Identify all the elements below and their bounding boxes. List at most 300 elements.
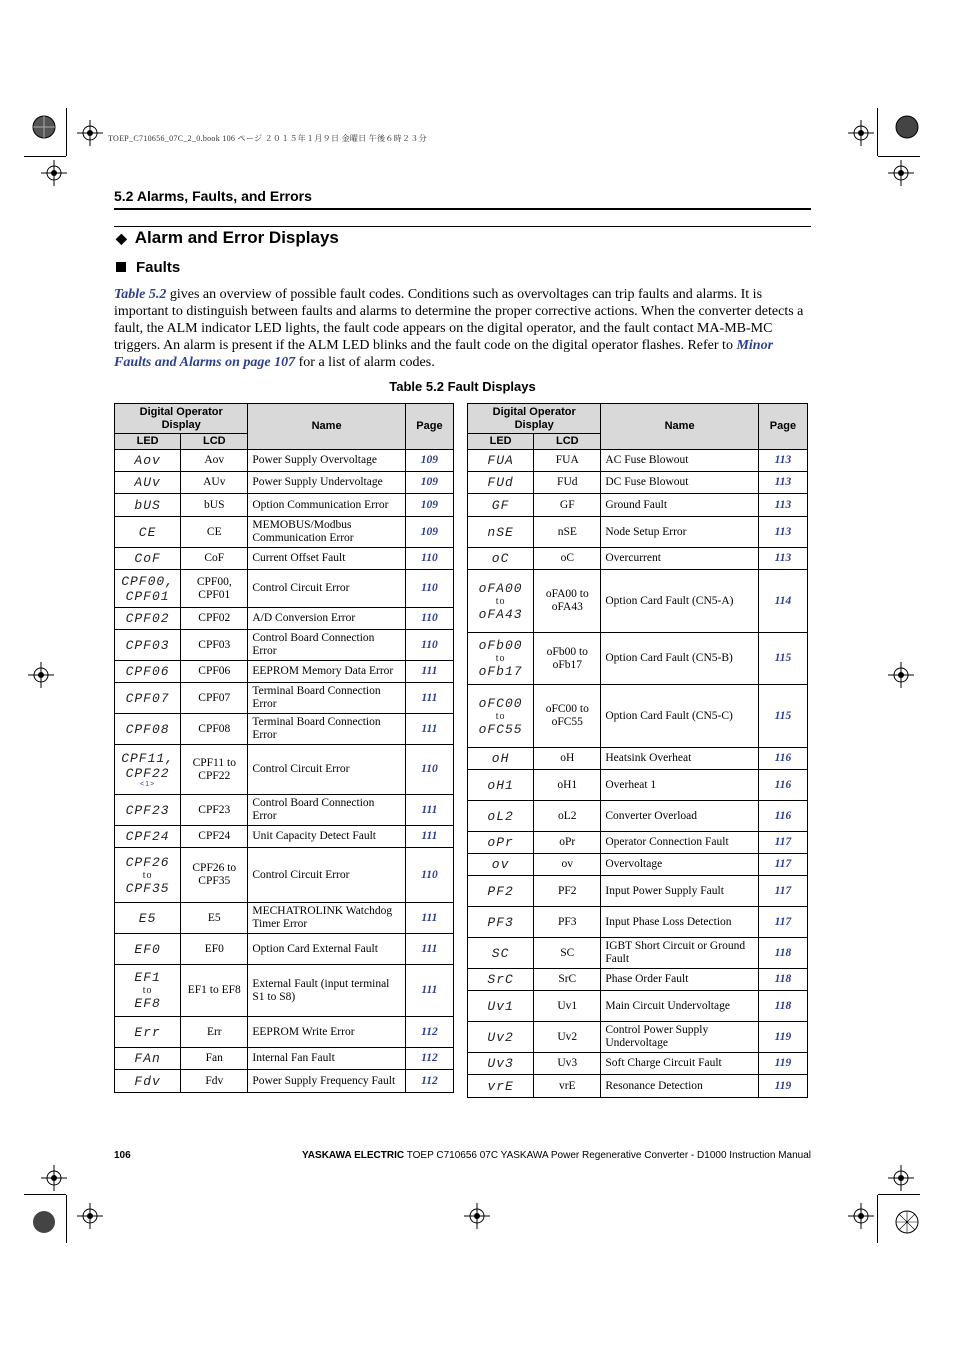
led-code-text: oPr (487, 835, 514, 850)
table-row (115, 517, 454, 548)
led-code-text: Uv3 (487, 1056, 514, 1071)
led-code (468, 570, 534, 633)
led-code (468, 685, 534, 748)
led-code-text: CPF06 (125, 664, 170, 679)
led-code-text: oFA43 (478, 606, 523, 622)
led-code (115, 661, 181, 683)
led-code-text: EF8 (134, 996, 161, 1011)
led-code-text: Uv1 (487, 998, 514, 1014)
section-header: 5.2 Alarms, Faults, and Errors (114, 188, 312, 204)
lcd-code: GF (534, 494, 601, 517)
led-code-text: oFb00 (478, 638, 523, 653)
page-link[interactable]: 111 (405, 683, 453, 714)
fault-name: Current Offset Fault (248, 548, 405, 570)
led-code-text: PF2 (487, 883, 514, 899)
crop-mark-top-left (24, 156, 66, 157)
led-code-text: vrE (487, 1078, 514, 1094)
table-row (468, 991, 808, 1022)
page-link[interactable]: 114 (758, 570, 807, 633)
fault-name: AC Fuse Blowout (601, 450, 758, 472)
registration-mark-icon (888, 1165, 914, 1191)
led-code (468, 801, 534, 832)
fault-name: Overvoltage (601, 854, 758, 876)
page-link[interactable]: 112 (405, 1048, 453, 1070)
table-row (115, 548, 454, 570)
led-code-text: EF1 (134, 970, 161, 985)
table-row (468, 633, 808, 685)
header-rule (114, 226, 811, 227)
fault-name: Power Supply Frequency Fault (248, 1070, 405, 1093)
led-code (115, 450, 181, 472)
lcd-code: oPr (534, 832, 601, 854)
led-code (468, 991, 534, 1022)
page-link[interactable]: 119 (758, 1053, 807, 1075)
lcd-code: oC (534, 548, 601, 570)
fault-name: EEPROM Write Error (248, 1017, 405, 1048)
page-link[interactable]: 112 (405, 1070, 453, 1093)
fault-name: MECHATROLINK Watchdog Timer Error (248, 903, 405, 934)
registration-mark-icon (894, 1209, 920, 1235)
page-header: Page (758, 404, 807, 450)
table-row (468, 472, 808, 494)
lcd-code: AUv (181, 472, 248, 494)
led-code-text: CPF00, CPF01 (121, 573, 174, 604)
page-link[interactable]: 113 (758, 548, 807, 570)
page-link[interactable]: 118 (758, 969, 807, 991)
led-code-text: CE (138, 524, 157, 540)
page-link[interactable]: 112 (405, 1017, 453, 1048)
led-code (115, 548, 181, 570)
lcd-code: CPF26 to CPF35 (181, 848, 248, 903)
led-code (468, 770, 534, 801)
page-link[interactable]: 110 (405, 848, 453, 903)
lcd-code: oFC00 to oFC55 (534, 685, 601, 748)
lcd-code: CPF24 (181, 826, 248, 848)
page-link[interactable]: 118 (758, 991, 807, 1022)
registration-mark-icon (31, 114, 57, 140)
page-number: 106 (114, 1150, 131, 1161)
lcd-code: EF0 (181, 934, 248, 965)
crop-mark-top-left (66, 108, 67, 156)
fault-name: Control Board Connection Error (248, 795, 405, 826)
fault-name: Control Circuit Error (248, 570, 405, 608)
led-code (115, 608, 181, 630)
heading-alarm-error-displays (116, 228, 339, 248)
lcd-code: oH1 (534, 770, 601, 801)
led-code (115, 903, 181, 934)
fault-name: Overcurrent (601, 548, 758, 570)
page-link[interactable]: 118 (758, 938, 807, 969)
page-link[interactable]: 111 (405, 903, 453, 934)
page-link[interactable]: 113 (758, 517, 807, 548)
lcd-code: oFA00 to oFA43 (534, 570, 601, 633)
fault-name: DC Fuse Blowout (601, 472, 758, 494)
page-link[interactable]: 109 (405, 472, 453, 494)
lcd-code: CPF08 (181, 714, 248, 745)
page-link[interactable]: 111 (405, 826, 453, 848)
footer-brand: YASKAWA ELECTRIC (302, 1150, 405, 1161)
led-code-text: SrC (487, 972, 514, 987)
led-code (468, 1075, 534, 1098)
lcd-header: LCD (534, 434, 601, 450)
page-link[interactable]: 110 (405, 570, 453, 608)
led-code-text: Uv2 (487, 1029, 514, 1045)
led-code (115, 1017, 181, 1048)
table-row (115, 1048, 454, 1070)
registration-mark-icon (848, 1203, 874, 1229)
lcd-code: E5 (181, 903, 248, 934)
square-bullet-icon (116, 262, 126, 272)
lcd-code: CPF07 (181, 683, 248, 714)
table-row (115, 630, 454, 661)
table-row (115, 450, 454, 472)
heading-text: Faults (136, 259, 181, 276)
fault-name: Converter Overload (601, 801, 758, 832)
registration-mark-icon (77, 120, 103, 146)
registration-mark-icon (41, 1165, 67, 1191)
page-link[interactable]: 119 (758, 1022, 807, 1053)
led-code (468, 494, 534, 517)
fault-name: Terminal Board Connection Error (248, 714, 405, 745)
led-code (468, 938, 534, 969)
led-code-text: ov (491, 857, 510, 872)
fault-name: Option Card Fault (CN5-A) (601, 570, 758, 633)
led-code-text: oFA00 (478, 580, 523, 596)
fault-name: Overheat 1 (601, 770, 758, 801)
page-link[interactable]: 117 (758, 876, 807, 907)
table-row (115, 826, 454, 848)
led-code (115, 472, 181, 494)
diamond-icon: ◆ (116, 230, 127, 246)
led-code (468, 748, 534, 770)
led-code (468, 517, 534, 548)
footer-text (302, 1150, 811, 1161)
lcd-code: FUd (534, 472, 601, 494)
crop-mark-bottom-right (878, 1194, 920, 1195)
page-link[interactable]: 116 (758, 801, 807, 832)
crop-mark-bottom-right (877, 1195, 878, 1243)
table-row (468, 748, 808, 770)
table-row (115, 795, 454, 826)
registration-mark-icon (41, 160, 67, 186)
led-code-text: E5 (138, 910, 157, 926)
led-code-text: CPF02 (125, 611, 170, 626)
lcd-code: SC (534, 938, 601, 969)
fault-name: EEPROM Memory Data Error (248, 661, 405, 683)
page-link[interactable]: 113 (758, 472, 807, 494)
led-code (115, 965, 181, 1017)
lcd-code: vrE (534, 1075, 601, 1098)
lcd-code: oH (534, 748, 601, 770)
led-code-text: bUS (134, 497, 161, 513)
fault-name: Resonance Detection (601, 1075, 758, 1098)
page-link[interactable]: 110 (405, 630, 453, 661)
page-link[interactable]: 116 (758, 748, 807, 770)
fault-name: External Fault (input terminal S1 to S8) (248, 965, 405, 1017)
table-row (115, 570, 454, 608)
table-row (468, 907, 808, 938)
page-link[interactable]: 111 (405, 661, 453, 683)
led-code-text: oH (491, 751, 510, 766)
table-row (468, 1075, 808, 1098)
heading-text: Alarm and Error Displays (134, 228, 339, 247)
led-code-text: oFC55 (478, 721, 523, 737)
page-link[interactable]: 111 (405, 714, 453, 745)
page-link[interactable]: 115 (758, 685, 807, 748)
led-code (115, 630, 181, 661)
led-code-text: PF3 (487, 914, 514, 930)
lcd-code: CPF00, CPF01 (181, 570, 248, 608)
table-row (468, 832, 808, 854)
page-link[interactable]: 110 (405, 548, 453, 570)
registration-mark-icon (848, 120, 874, 146)
led-code-text: CPF26 (125, 854, 170, 870)
led-code-text: CPF11, CPF22 (121, 750, 174, 781)
led-code-text: AUv (134, 475, 161, 490)
led-code-text: Fdv (134, 1073, 161, 1089)
paragraph-text: gives an overview of possible fault codes. Conditions such as overvoltages can trip faults and alarms. It is important to distinguish between faults and alarms to determine the proper corrective actions. When the converter detects a fault, the ALM indicator LED lights, the fault code appears on the digital operator, and the fault contact MA-MB-MC triggers. An alarm is present if the ALM LED blinks and the fault code on the digital operator flashes. Refer to (114, 287, 804, 353)
lcd-code: Fdv (181, 1070, 248, 1093)
fault-name: Option Card Fault (CN5-C) (601, 685, 758, 748)
fault-name: Control Circuit Error (248, 745, 405, 795)
table-row (468, 801, 808, 832)
led-code-text: Err (134, 1024, 161, 1040)
led-code (115, 826, 181, 848)
lcd-code: oFb00 to oFb17 (534, 633, 601, 685)
fault-name: Heatsink Overheat (601, 748, 758, 770)
table-link[interactable]: Table 5.2 (114, 287, 167, 302)
fault-name: Internal Fan Fault (248, 1048, 405, 1070)
fault-name: Terminal Board Connection Error (248, 683, 405, 714)
fault-table-right (467, 403, 808, 1098)
lcd-code: SrC (534, 969, 601, 991)
table-row (115, 608, 454, 630)
registration-mark-icon (28, 662, 54, 688)
led-code (468, 854, 534, 876)
table-row (115, 965, 454, 1017)
fault-name: MEMOBUS/Modbus Communication Error (248, 517, 405, 548)
led-code-text: GF (491, 497, 510, 513)
header-rule (114, 208, 811, 210)
fault-name: Control Circuit Error (248, 848, 405, 903)
led-code (115, 745, 181, 795)
led-range-word: to (495, 710, 506, 722)
table-row (468, 570, 808, 633)
lcd-code: Uv1 (534, 991, 601, 1022)
page-link[interactable]: 116 (758, 770, 807, 801)
page-link[interactable]: 109 (405, 450, 453, 472)
led-code (468, 907, 534, 938)
footer-manual-title: TOEP C710656 07C YASKAWA Power Regenerative Converter - D1000 Instruction Manual (404, 1150, 811, 1161)
table-row (468, 1053, 808, 1075)
table-row (468, 517, 808, 548)
fault-name: Power Supply Undervoltage (248, 472, 405, 494)
fault-name: Unit Capacity Detect Fault (248, 826, 405, 848)
table-row (468, 969, 808, 991)
page-link[interactable]: 109 (405, 517, 453, 548)
led-code (115, 848, 181, 903)
fault-name: Phase Order Fault (601, 969, 758, 991)
heading-faults (116, 259, 180, 276)
led-code (115, 795, 181, 826)
led-code (115, 714, 181, 745)
led-code-text: oFC00 (478, 695, 523, 711)
led-code-text: FUA (487, 453, 514, 468)
page-link[interactable]: 111 (405, 795, 453, 826)
page-link[interactable]: 110 (405, 745, 453, 795)
led-code-text: CPF24 (125, 829, 170, 844)
lcd-code: Aov (181, 450, 248, 472)
page-link[interactable]: 110 (405, 608, 453, 630)
led-code-text: CPF07 (125, 690, 170, 706)
lcd-code: nSE (534, 517, 601, 548)
display-header: Digital Operator Display (468, 404, 601, 434)
page-link[interactable]: 111 (405, 934, 453, 965)
page-link[interactable]: 119 (758, 1075, 807, 1098)
table-row (468, 548, 808, 570)
table-row (468, 1022, 808, 1053)
table-row (468, 854, 808, 876)
fault-name: Control Board Connection Error (248, 630, 405, 661)
lcd-header: LCD (181, 434, 248, 450)
table-row (468, 770, 808, 801)
led-code (115, 1048, 181, 1070)
name-header: Name (248, 404, 405, 450)
fault-name: Ground Fault (601, 494, 758, 517)
led-code-text: CPF35 (125, 880, 170, 896)
lcd-code: Fan (181, 1048, 248, 1070)
page-link[interactable]: 117 (758, 907, 807, 938)
led-code (115, 517, 181, 548)
fault-name: Soft Charge Circuit Fault (601, 1053, 758, 1075)
led-code (468, 633, 534, 685)
led-code (468, 832, 534, 854)
page-link[interactable]: 117 (758, 854, 807, 876)
table-row (468, 876, 808, 907)
page-link[interactable]: 113 (758, 494, 807, 517)
led-code-text: nSE (487, 524, 514, 540)
led-header: LED (115, 434, 181, 450)
fault-name: Power Supply Overvoltage (248, 450, 405, 472)
lcd-code: CPF06 (181, 661, 248, 683)
table-row (468, 938, 808, 969)
table-row (115, 661, 454, 683)
table-row (115, 1070, 454, 1093)
lcd-code: Uv2 (534, 1022, 601, 1053)
paragraph-text: for a list of alarm codes. (295, 355, 435, 370)
led-code (468, 969, 534, 991)
fault-name: IGBT Short Circuit or Ground Fault (601, 938, 758, 969)
registration-mark-icon (31, 1209, 57, 1235)
table-row (115, 1017, 454, 1048)
lcd-code: PF3 (534, 907, 601, 938)
name-header: Name (601, 404, 758, 450)
lcd-code: PF2 (534, 876, 601, 907)
led-range-word: to (142, 869, 153, 881)
crop-mark-top-right (877, 108, 878, 156)
fault-name: Input Power Supply Fault (601, 876, 758, 907)
led-code (115, 1070, 181, 1093)
led-range-word: to (142, 985, 153, 996)
table-row (115, 903, 454, 934)
led-code-text: CPF03 (125, 637, 170, 653)
fault-name: A/D Conversion Error (248, 608, 405, 630)
table-row (115, 745, 454, 795)
fault-name: Option Card Fault (CN5-B) (601, 633, 758, 685)
lcd-code: Uv3 (534, 1053, 601, 1075)
crop-mark-top-right (878, 156, 920, 157)
led-code-text: oH1 (487, 777, 514, 793)
led-code (468, 450, 534, 472)
page-header: Page (405, 404, 453, 450)
page-link[interactable]: 111 (405, 965, 453, 1017)
table-row (115, 472, 454, 494)
table-row (115, 683, 454, 714)
lcd-code: bUS (181, 494, 248, 517)
table-row (115, 934, 454, 965)
fault-name: Operator Connection Fault (601, 832, 758, 854)
lcd-code: EF1 to EF8 (181, 965, 248, 1017)
footnote-ref[interactable]: <1> (140, 780, 156, 788)
led-code (115, 570, 181, 608)
led-code (115, 934, 181, 965)
display-header: Digital Operator Display (115, 404, 248, 434)
lcd-code: ov (534, 854, 601, 876)
fault-name: Main Circuit Undervoltage (601, 991, 758, 1022)
table-row (468, 685, 808, 748)
lcd-code: CPF03 (181, 630, 248, 661)
fault-name: Node Setup Error (601, 517, 758, 548)
led-code-text: CoF (134, 551, 161, 566)
led-code (115, 494, 181, 517)
led-code (468, 1053, 534, 1075)
lcd-code: CPF11 to CPF22 (181, 745, 248, 795)
page-link[interactable]: 109 (405, 494, 453, 517)
lcd-code: CoF (181, 548, 248, 570)
lcd-code: CPF23 (181, 795, 248, 826)
lcd-code: CPF02 (181, 608, 248, 630)
crop-mark-bottom-left (24, 1194, 66, 1195)
fault-name: Input Phase Loss Detection (601, 907, 758, 938)
led-code-text: CPF08 (125, 721, 170, 737)
registration-mark-icon (888, 160, 914, 186)
led-code-text: oFb17 (478, 664, 523, 679)
lcd-code: Err (181, 1017, 248, 1048)
fault-name: Option Communication Error (248, 494, 405, 517)
led-code (468, 472, 534, 494)
led-range-word: to (495, 653, 506, 664)
minor-faults-link[interactable]: Minor Faults and Alarms on page 107 (114, 338, 774, 370)
led-range-word: to (495, 595, 506, 607)
lcd-code: CE (181, 517, 248, 548)
table-row (115, 494, 454, 517)
table-row (115, 714, 454, 745)
intro-paragraph (114, 286, 811, 371)
fault-name: Control Power Supply Undervoltage (601, 1022, 758, 1053)
led-code-text: oL2 (487, 808, 514, 824)
page-link[interactable]: 113 (758, 450, 807, 472)
page-link[interactable]: 115 (758, 633, 807, 685)
led-code-text: Aov (134, 453, 161, 468)
page-link[interactable]: 117 (758, 832, 807, 854)
registration-mark-icon (894, 114, 920, 140)
led-code-text: CPF23 (125, 802, 170, 818)
led-code (468, 548, 534, 570)
led-code-text: oC (491, 551, 510, 566)
registration-mark-icon (464, 1203, 490, 1229)
led-code-text: EF0 (134, 941, 161, 957)
crop-mark-bottom-left (66, 1195, 67, 1243)
